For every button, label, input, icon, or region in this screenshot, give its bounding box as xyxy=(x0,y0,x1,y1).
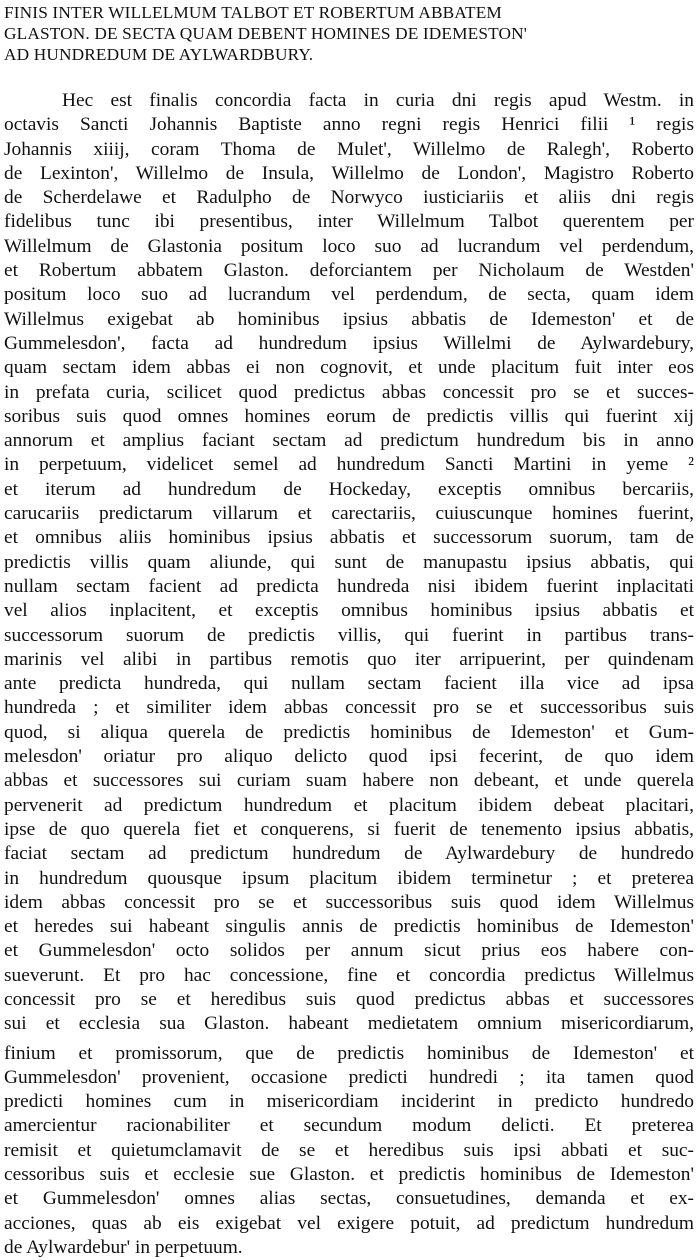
heading-line: FINIS INTER WILLELMUM TALBOT ET ROBERTUM ABBATEM xyxy=(4,3,502,22)
body-line: annorum et amplius faciant sectam ad predictum hundredum bis in anno xyxy=(4,430,694,452)
body-line: nullam sectam facient ad predicta hundreda nisi ibidem fuerint inplacitati xyxy=(4,575,694,597)
body-line: ante predicta hundreda, qui nullam sectam facient illa vice ad ipsa xyxy=(4,673,694,695)
body-line: quam sectam idem abbas ei non cognovit, et unde placitum fuit inter eos xyxy=(4,357,694,379)
body-line: et Gummelesdon' octo solidos per annum sicut prius eos habere con- xyxy=(4,940,694,962)
heading-line: GLASTON. DE SECTA QUAM DEBENT HOMINES DE IDEMESTON' xyxy=(4,24,528,43)
body-line: in prefata curia, scilicet quod predictus abbas concessit pro se et succes- xyxy=(4,381,694,403)
body-line: abbas et successores sui curiam suam habere non debeant, et unde querela xyxy=(4,770,694,792)
body-line: de Scherdelawe et Radulpho de Norwyco iusticiariis et aliis dni regis xyxy=(4,187,694,209)
body-line: Johannis xiiij, coram Thoma de Mulet', Willelmo de Ralegh', Roberto xyxy=(4,138,694,160)
document-body xyxy=(4,89,694,1260)
body-line: in hundredum quousque ipsum placitum ibidem terminetur ; et preterea xyxy=(4,867,694,889)
body-line: fidelibus tunc ibi presentibus, inter Willelmum Talbot querentem per xyxy=(4,211,694,233)
body-line: remisit et quietumclamavit de se et heredibus suis ipsi abbati et suc- xyxy=(4,1139,694,1161)
body-line: de Lexinton', Willelmo de Insula, Willelmo de London', Magistro Roberto xyxy=(4,162,694,184)
body-line: et Robertum abbatem Glaston. deforciantem per Nicholaum de Westden' xyxy=(4,260,694,282)
body-line: vel alios inplacitent, et exceptis omnibus hominibus ipsius abbatis et xyxy=(4,600,694,622)
body-line: pervenerit ad predictum hundredum et placitum ibidem debeat placitari, xyxy=(4,794,694,816)
body-line: successorum suorum de predictis villis, qui fuerint in partibus trans- xyxy=(4,624,694,646)
body-line: quod, si aliqua querela de predictis hominibus de Idemeston' et Gum- xyxy=(4,721,694,743)
body-line: predictis villis quam aliunde, qui sunt de manupastu ipsius abbatis, qui xyxy=(4,551,694,573)
body-line: predicti homines cum in misericordiam inciderint in predicto hundredo xyxy=(4,1091,694,1113)
body-line: acciones, quas ab eis exigebat vel exigere potuit, ad predictum hundredum xyxy=(4,1212,694,1234)
body-line: in perpetuum, videlicet semel ad hundredum Sancti Martini in yeme ² xyxy=(4,454,694,476)
body-line: Gummelesdon', facta ad hundredum ipsius Willelmi de Aylwardebury, xyxy=(4,332,694,354)
heading-line: AD HUNDREDUM DE AYLWARDBURY. xyxy=(4,45,314,64)
body-line: sui et ecclesia sua Glaston. habeant medietatem omnium misericordiarum, xyxy=(4,1013,694,1035)
body-line: cessoribus suis et ecclesie sue Glaston. et predictis hominibus de Idemeston' xyxy=(4,1164,694,1186)
body-line: de Aylwardebur' in perpetuum. xyxy=(4,1236,243,1258)
body-line: carucariis predictarum villarum et carectariis, cuiuscunque homines fuerint, xyxy=(4,503,694,525)
body-line: octavis Sancti Johannis Baptiste anno regni regis Henrici filii ¹ regis xyxy=(4,114,694,136)
body-line: soribus suis quod omnes homines eorum de predictis villis qui fuerint xij xyxy=(4,405,694,427)
body-line: ipse de quo querela fiet et conquerens, si fuerit de tenemento ipsius abbatis, xyxy=(4,818,694,840)
body-line: idem abbas concessit pro se et successoribus suis quod idem Willelmus xyxy=(4,891,694,913)
body-line: positum loco suo ad lucrandum vel perdendum, de secta, quam idem xyxy=(4,284,694,306)
body-line: melesdon' oriatur pro aliquo delicto quod ipsi fecerint, de quo idem xyxy=(4,746,694,768)
body-line: Willelmum de Glastonia positum loco suo ad lucrandum vel perdendum, xyxy=(4,235,694,257)
document-heading xyxy=(4,2,694,65)
body-line: et iterum ad hundredum de Hockeday, exceptis omnibus bercariis, xyxy=(4,478,694,500)
body-line: et heredes sui habeant singulis annis de predictis hominibus de Idemeston' xyxy=(4,916,694,938)
body-line: marinis vel alibi in partibus remotis quo iter arripuerint, per quindenam xyxy=(4,648,694,670)
body-line: et Gummelesdon' omnes alias sectas, consuetudines, demanda et ex- xyxy=(4,1188,694,1210)
body-line: sueverunt. Et pro hac concessione, fine et concordia predictus Willelmus xyxy=(4,964,694,986)
body-line: Gummelesdon' provenient, occasione predicti hundredi ; ita tamen quod xyxy=(4,1066,694,1088)
body-line: amercientur racionabiliter et secundum modum delicti. Et preterea xyxy=(4,1115,694,1137)
body-line: finium et promissorum, que de predictis hominibus de Idemeston' et xyxy=(4,1042,694,1064)
body-line: et omnibus aliis hominibus ipsius abbatis et successorum suorum, tam de xyxy=(4,527,694,549)
body-line: concessit pro se et heredibus suis quod predictus abbas et successores xyxy=(4,988,694,1010)
body-line: Hec est finalis concordia facta in curia dni regis apud Westm. in xyxy=(62,90,694,111)
body-line: Willelmus exigebat ab hominibus ipsius abbatis de Idemeston' et de xyxy=(4,308,694,330)
body-line: faciat sectam ad predictum hundredum de Aylwardebury de hundredo xyxy=(4,843,694,865)
body-line: hundreda ; et similiter idem abbas concessit pro se et successoribus suis xyxy=(4,697,694,719)
